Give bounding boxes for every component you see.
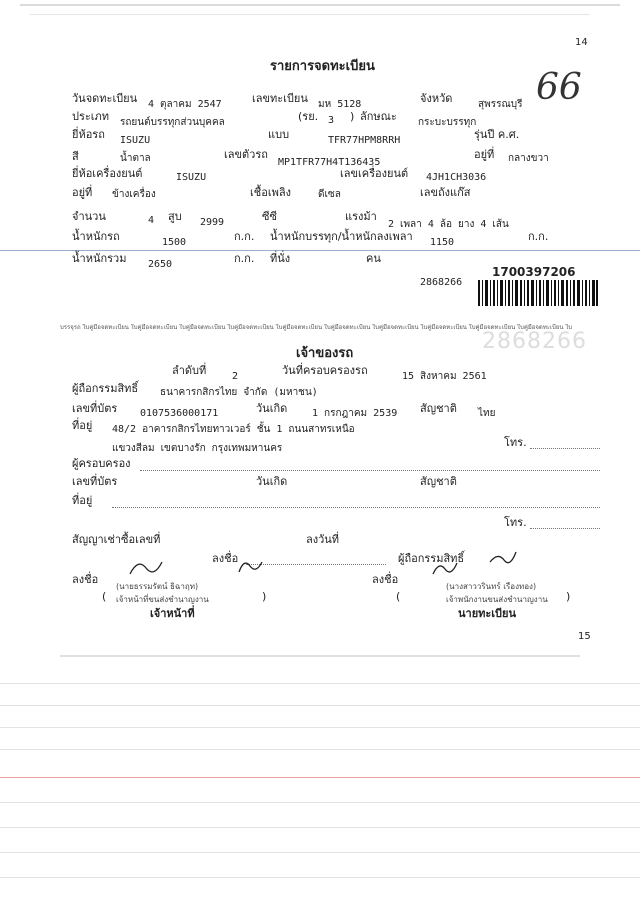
ruled-line-red — [0, 777, 640, 778]
cylinder-unit: สูบ — [168, 210, 182, 223]
owner-address-line2: แขวงสีลม เขตบางรัก กรุงเทพมหานคร — [112, 443, 283, 454]
hp-label: แรงม้า — [345, 210, 377, 223]
chassis-loc-label: อยู่ที่ — [474, 148, 495, 161]
weight-label: น้ำหนักรถ — [72, 230, 120, 243]
gross-label: น้ำหนักรวม — [72, 252, 127, 265]
owner-birth-label: วันเกิด — [256, 402, 288, 415]
owner-id-label: เลขที่บัตร — [72, 402, 118, 415]
engine-no-value: 4JH1CH3036 — [426, 172, 487, 183]
plate-value: มห 5128 — [318, 99, 362, 110]
kg-unit: ก.ก. — [234, 230, 255, 243]
ruled-line — [0, 749, 640, 750]
cylinder-label: จำนวน — [72, 210, 106, 223]
kg-unit: ก.ก. — [234, 252, 255, 265]
fuel-label: เชื้อเพลิง — [250, 186, 291, 199]
scan-line-blue — [0, 250, 640, 251]
contract-date-label: ลงวันที่ — [306, 533, 340, 546]
brand-label: ยี่ห้อรถ — [72, 128, 105, 141]
cc-value: 2999 — [200, 217, 225, 228]
engine-no-label: เลขเครื่องยนต์ — [340, 167, 409, 180]
owner-nationality-value: ไทย — [478, 408, 496, 419]
ruled-line — [0, 705, 640, 706]
axle-value: 2 เพลา 4 ล้อ ยาง 4 เส้น — [388, 219, 509, 230]
kg-unit: ก.ก. — [528, 230, 549, 243]
owner-address-line1: 48/2 อาคารกสิกรไทยทาวเวอร์ ชั้น 1 ถนนสาทรเหนือ — [112, 424, 355, 435]
owner-name-value: ธนาคารกสิกรไทย จำกัด (มหาชน) — [160, 387, 318, 398]
owner-role: ผู้ถือกรรมสิทธิ์ — [398, 552, 465, 565]
handwritten-number: 66 — [536, 67, 582, 108]
owner-birth-value: 1 กรกฎาคม 2539 — [312, 408, 398, 419]
watermark-strip: บรรจุรถ ใบคู่มือจดทะเบียน ใบคู่มือจดทะเบียน ใบคู่มือจดทะเบียน ใบคู่มือจดทะเบียน ใบคู่มือจดทะเบียน ใบคู่มือจดทะเบียน ใบคู่มือจดทะเบียน ใบคู่มือจดทะเบียน ใบคู่มือจดทะเบียน ใบคู่มือจดทะเบียน ใบ — [60, 324, 573, 331]
ruled-line — [0, 802, 640, 803]
seats-unit: คน — [366, 252, 381, 265]
plate-label: เลขทะเบียน — [252, 92, 308, 105]
char-value: กระบะบรรทุก — [418, 117, 477, 128]
model-label: แบบ — [268, 128, 290, 141]
color-value: น้ำตาล — [120, 153, 151, 164]
weight-value: 1500 — [162, 237, 187, 248]
signature-center — [236, 556, 266, 576]
chassis-value: MP1TFR77H4T136435 — [278, 157, 381, 168]
page-number-bottom: 15 — [578, 631, 591, 642]
color-label: สี — [72, 150, 79, 163]
ruled-line — [0, 683, 640, 684]
right-official-name: (นางสาววรินทร์ เรืองทอง) — [446, 582, 537, 591]
model-value: TFR77HPM8RRH — [328, 135, 401, 146]
holder-line — [140, 470, 600, 471]
holder-nationality-label: สัญชาติ — [420, 475, 457, 488]
owner-nationality-label: สัญชาติ — [420, 402, 457, 415]
owner-sign-line — [246, 564, 386, 565]
right-bracket: ) — [566, 590, 571, 603]
left-official-caption: เจ้าหน้าที่ขนส่งชำนาญงาน — [116, 595, 209, 604]
registration-title: รายการจดทะเบียน — [270, 59, 375, 74]
chassis-label: เลขตัวรถ — [224, 148, 268, 161]
gross-value: 2650 — [148, 259, 173, 270]
owner-stamp-number: 2868266 — [482, 329, 587, 354]
left-role: เจ้าหน้าที่ — [150, 607, 195, 620]
holder-address-label: ที่อยู่ — [72, 494, 93, 507]
page-number-top: 14 — [575, 37, 588, 48]
chassis-loc-value: กลางขวา — [508, 153, 549, 164]
signature-right-top — [488, 548, 518, 568]
owner-title: เจ้าของรถ — [296, 346, 354, 361]
ruled-line — [0, 727, 640, 728]
ro-close: ) — [350, 110, 355, 123]
right-bracket: ( — [396, 590, 401, 603]
owner-tel-label: โทร. — [504, 436, 527, 449]
sign-label-center: ลงชื่อ — [212, 552, 239, 565]
serial-number: 2868266 — [420, 277, 463, 288]
reg-date-label: วันจดทะเบียน — [72, 92, 138, 105]
scan-noise-top — [20, 4, 620, 6]
seq-label: ลำดับที่ — [172, 364, 207, 377]
ruled-line — [0, 877, 640, 878]
engine-brand-label: ยี่ห้อเครื่องยนต์ — [72, 167, 143, 180]
left-sign-label: ลงชื่อ — [72, 573, 99, 586]
scan-noise-bottom — [60, 655, 580, 657]
right-sign-label: ลงชื่อ — [372, 573, 399, 586]
brand-value: ISUZU — [120, 135, 151, 146]
ro-value: 3 — [328, 115, 335, 126]
seq-value: 2 — [232, 371, 239, 382]
ruled-line — [0, 852, 640, 853]
left-bracket: ) — [262, 590, 267, 603]
seats-label: ที่นั่ง — [270, 252, 291, 265]
ro-label: (รย. — [298, 110, 319, 123]
holder-label: ผู้ครอบครอง — [72, 457, 131, 470]
right-role: นายทะเบียน — [458, 607, 517, 620]
holder-id-label: เลขที่บัตร — [72, 475, 118, 488]
type-label: ประเภท — [72, 110, 110, 123]
owner-id-value: 0107536000171 — [140, 408, 219, 419]
barcode-number: 1700397206 — [492, 265, 576, 279]
owner-address-label: ที่อยู่ — [72, 419, 93, 432]
load-label: น้ำหนักบรรทุก/น้ำหนักลงเพลา — [270, 230, 413, 243]
holder-tel-label: โทร. — [504, 516, 527, 529]
type-value: รถยนต์บรรทุกส่วนบุคคล — [120, 117, 225, 128]
char-label: ลักษณะ — [360, 110, 397, 123]
engine-brand-value: ISUZU — [176, 172, 207, 183]
province-label: จังหวัด — [420, 92, 453, 105]
engine-loc-label: อยู่ที่ — [72, 186, 93, 199]
province-value: สุพรรณบุรี — [478, 99, 523, 110]
cylinder-value: 4 — [148, 215, 155, 226]
left-official-name: (นายธรรมรัตน์ ธิฉาฤท) — [116, 582, 199, 591]
contract-no-label: สัญญาเช่าซื้อเลขที่ — [72, 533, 161, 546]
signature-right — [430, 558, 460, 578]
signature-left — [126, 556, 166, 578]
cc-label: ซีซี — [262, 210, 277, 223]
possession-date-value: 15 สิงหาคม 2561 — [402, 371, 487, 382]
gas-label: เลขถังแก๊ส — [420, 186, 471, 199]
owner-name-label: ผู้ถือกรรมสิทธิ์ — [72, 382, 139, 395]
right-official-caption: เจ้าพนักงานขนส่งชำนาญงาน — [446, 595, 548, 604]
year-label: รุ่นปี ค.ศ. — [474, 128, 520, 141]
engine-loc-value: ข้างเครื่อง — [112, 189, 156, 200]
load-value: 1150 — [430, 237, 455, 248]
scan-noise-top — [30, 14, 590, 15]
fuel-value: ดีเซล — [318, 189, 341, 200]
holder-birth-label: วันเกิด — [256, 475, 288, 488]
ruled-line — [0, 827, 640, 828]
possession-date-label: วันที่ครอบครองรถ — [282, 364, 368, 377]
holder-address-line — [112, 507, 600, 508]
owner-tel-line — [530, 448, 600, 449]
holder-tel-line — [530, 528, 600, 529]
reg-date-value: 4 ตุลาคม 2547 — [148, 99, 222, 110]
barcode — [478, 280, 598, 306]
left-bracket: ( — [102, 590, 107, 603]
